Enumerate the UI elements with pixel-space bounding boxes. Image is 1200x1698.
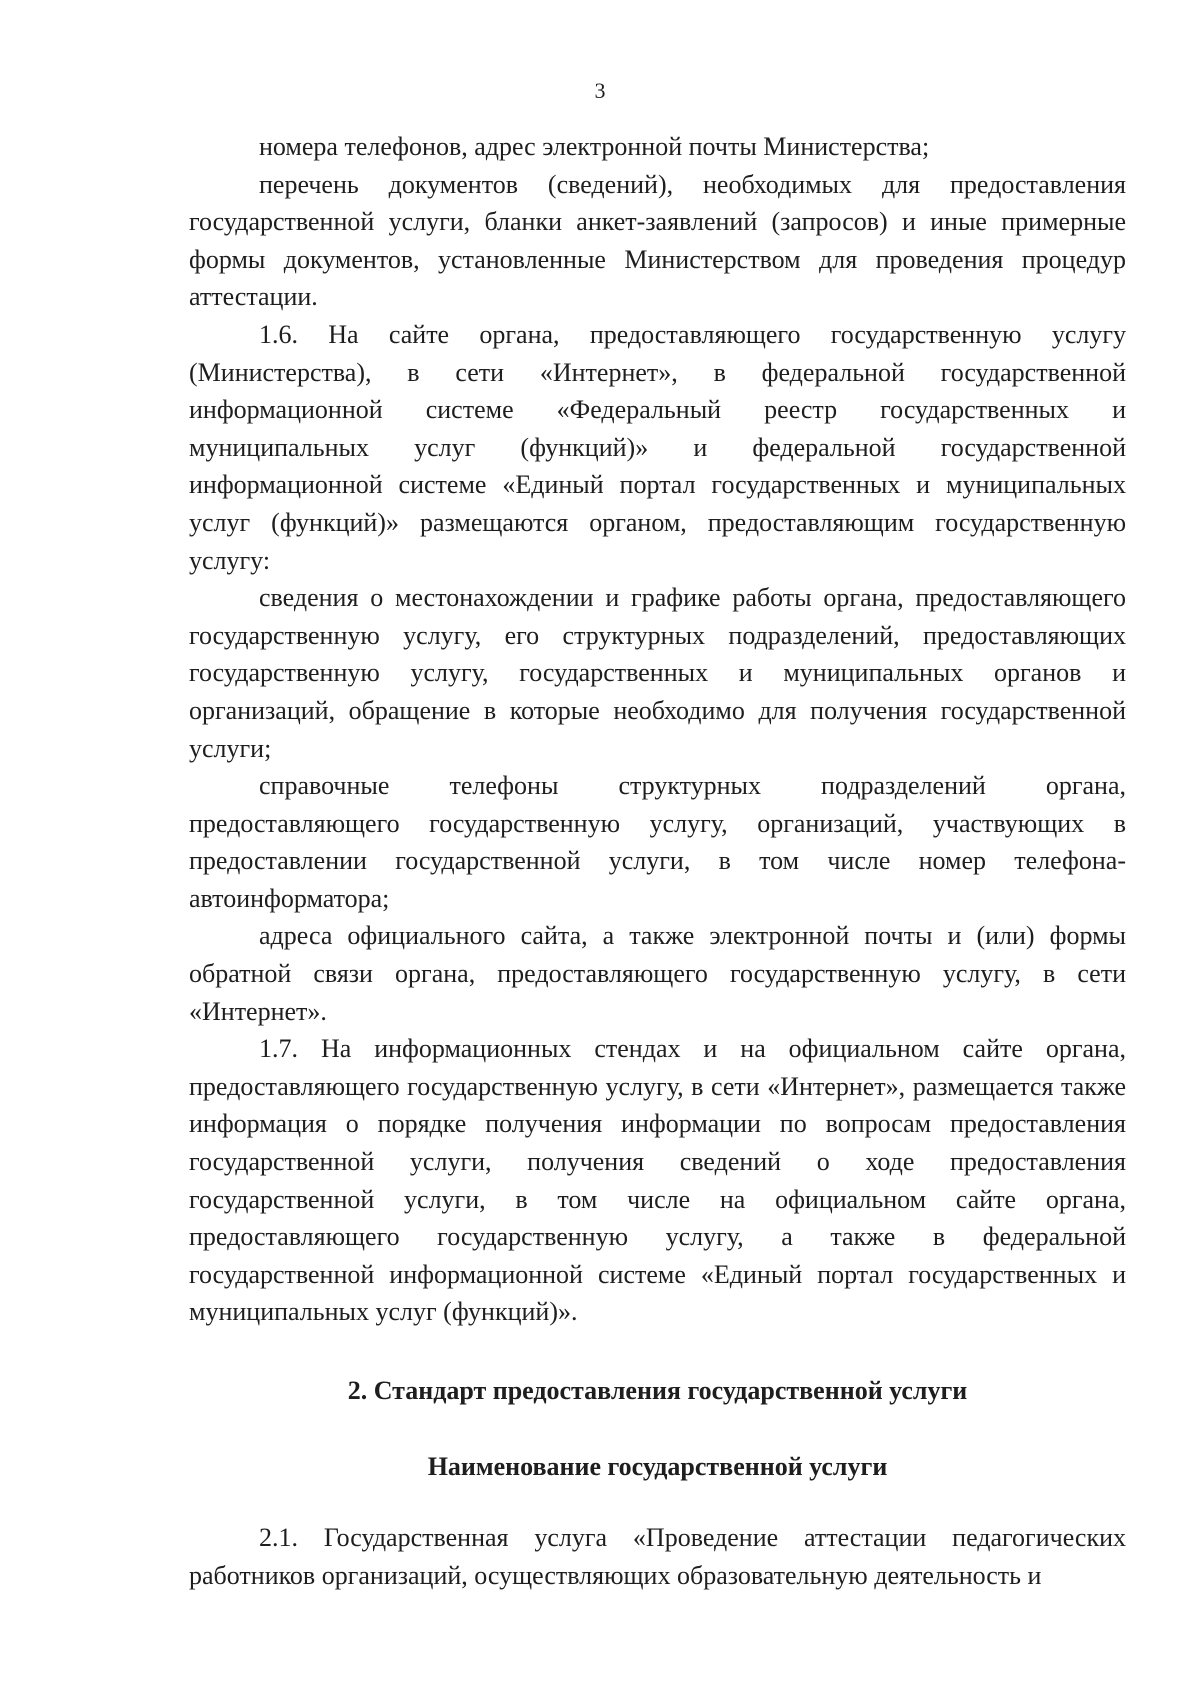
paragraph-reference-phones: справочные телефоны структурных подразделений органа, предоставляющего государственную услугу, организаций, участвующих в предоставлении государственной услуги, в том числе номер телефона-автоинформатора;	[189, 771, 1126, 913]
document-body	[189, 128, 1126, 1594]
paragraph-location-info: сведения о местонахождении и графике работы органа, предоставляющего государственную услугу, его структурных подразделений, предоставляющих государственную услугу, государственных и муниципальных органов и организаций, обращение в которые необходимо для получения государственной услуги;	[189, 583, 1126, 763]
paragraph-2-1: 2.1. Государственная услуга «Проведение аттестации педагогических работников организаций, осуществляющих образовательную деятельность и	[189, 1523, 1126, 1590]
page-number: 3	[594, 78, 606, 103]
subsection-heading: Наименование государственной услуги	[427, 1451, 888, 1481]
paragraph-1-7: 1.7. На информационных стендах и на официальном сайте органа, предоставляющего государственную услугу, в сети «Интернет», размещается также информация о порядке получения информации по вопросам предоставления государственной услуги, получения сведений о ходе предоставления государственной услуги, в том числе на официальном сайте органа, предоставляющего государственную услугу, а также в федеральной государственной информационной системе «Единый портал государственных и муниципальных услуг (функций)».	[189, 1034, 1126, 1327]
paragraph-website-addresses: адреса официального сайта, а также электронной почты и (или) формы обратной связи органа, предоставляющего государственную услугу, в сети «Интернет».	[189, 921, 1126, 1026]
section-heading: 2. Стандарт предоставления государственной услуги	[347, 1376, 968, 1405]
paragraph-documents-list: перечень документов (сведений), необходимых для предоставления государственной услуги, бланки анкет-заявлений (запросов) и иные примерные формы документов, установленные Министерством для проведения процедур аттестации.	[189, 169, 1126, 312]
paragraph-contacts: номера телефонов, адрес электронной почты Министерства;	[259, 132, 930, 161]
paragraph-1-6: 1.6. На сайте органа, предоставляющего государственную услугу (Министерства), в сети «Интернет», в федеральной государственной информационной системе «Федеральный реестр государственных и муниципальных услуг (функций)» и федеральной государственной информационной системе «Единый портал государственных и муниципальных услуг (функций)» размещаются органом, предоставляющим государственную услугу:	[189, 319, 1126, 575]
